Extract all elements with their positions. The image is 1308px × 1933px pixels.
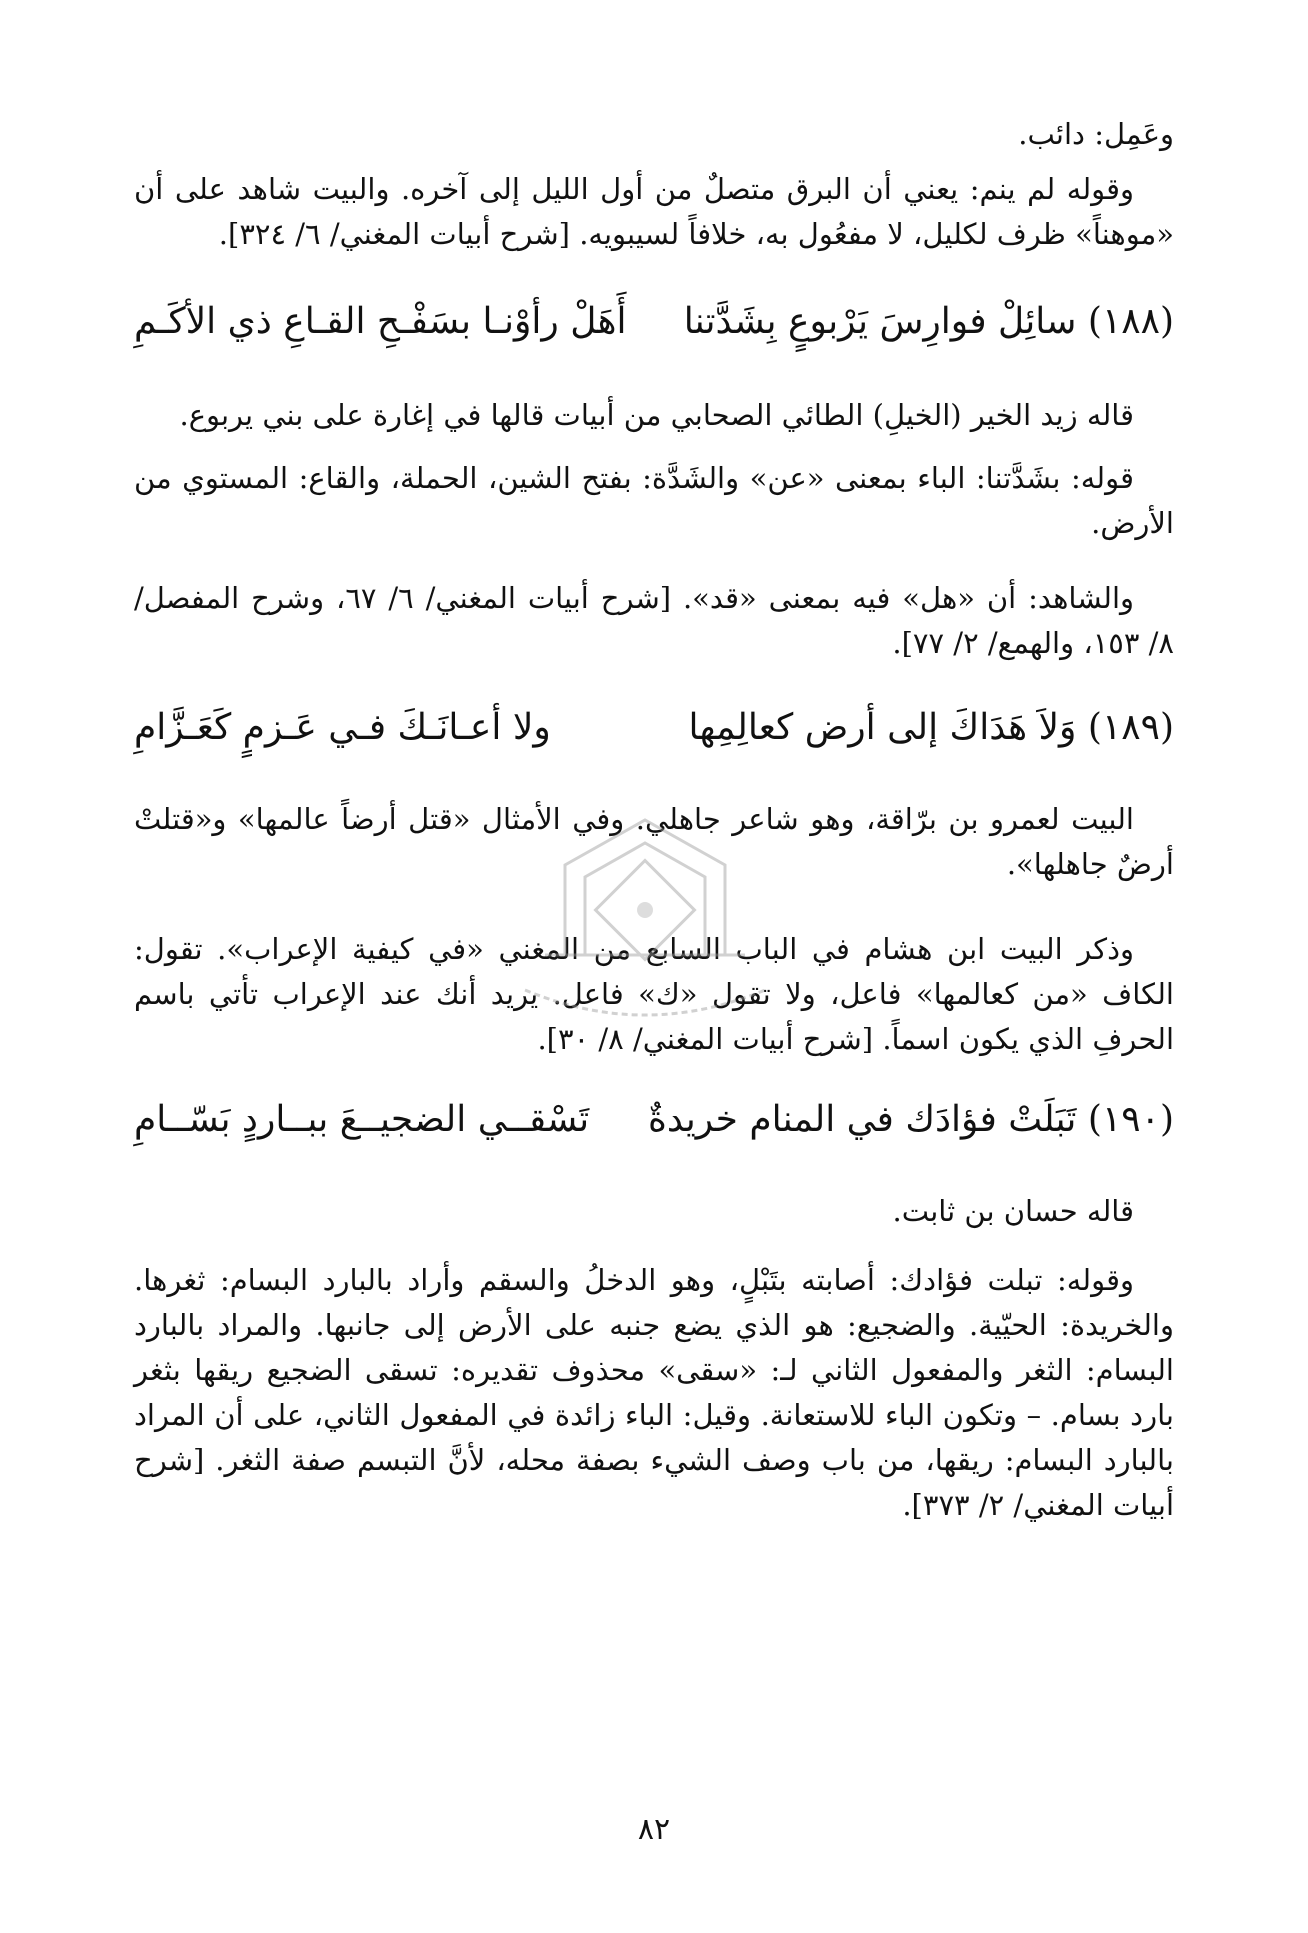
- paragraph-1: وعَمِل: دائب.: [1018, 117, 1174, 151]
- verse-188-hemistich-1: سائِلْ فوارِسَ يَرْبوعٍ بِشَدَّتنا: [683, 301, 1077, 342]
- verse-189-hemistich-2: ولا أعـانَـكَ فـي عَـزمٍ كَعَـزَّامِ: [134, 707, 551, 748]
- verse-189-hemistich-1: وَلاَ هَدَاكَ إلى أرض كعالِمِها: [688, 707, 1077, 748]
- verse-189-first-hemistich: [688, 702, 1174, 754]
- paragraph-7: وذكر البيت ابن هشام في الباب السابع من المغني «في كيفية الإعراب». تقول: الكاف «من كعالمها» فاعل، ولا تقول «ك» فاعل. يريد أنك عند الإعراب تأتي باسم الحرفِ الذي يكون اسماً. [شرح أبيات المغني/ ٨/ ٣٠].: [134, 932, 1174, 1056]
- verse-189-number: (١٨٩): [1087, 707, 1174, 748]
- paragraph-5: والشاهد: أن «هل» فيه بمعنى «قد». [شرح أبيات المغني/ ٦/ ٦٧، وشرح المفصل/ ٨/ ١٥٣، والهمع/ ٢/ ٧٧].: [134, 581, 1174, 660]
- paragraph-8: قاله حسان بن ثابت.: [892, 1194, 1134, 1228]
- verse-190-number: (١٩٠): [1087, 1099, 1174, 1140]
- paragraph-6: البيت لعمرو بن برّاقة، وهو شاعر جاهلي. وفي الأمثال «قتل أرضاً عالمها» و«قتلتْ أرضٌ جاهلها».: [134, 802, 1174, 881]
- paragraph-3: قاله زيد الخير (الخيلِ) الطائي الصحابي من أبيات قالها في إغارة على بني يربوع.: [179, 398, 1134, 432]
- paragraph-4: قوله: بشَدَّتنا: الباء بمعنى «عن» والشَدَّة: بفتح الشين، الحملة، والقاع: المستوي من الأرض.: [134, 461, 1174, 540]
- verse-190-hemistich-1: تَبَلَتْ فؤادَك في المنام خريدةٌ: [647, 1099, 1077, 1140]
- verse-190-first-hemistich: [648, 1094, 1174, 1146]
- verse-188-hemistich-2: أَهَلْ رأوْنـا بسَفْـحِ القـاعِ ذي الأكَـمِ: [134, 301, 627, 342]
- verse-190: [134, 1094, 1174, 1146]
- verse-188-first-hemistich: [684, 296, 1174, 348]
- verse-189: [134, 702, 1174, 754]
- verse-190-hemistich-2: تَسْقــي الضجيــعَ ببــاردٍ بَسّــامِ: [134, 1099, 590, 1140]
- page-number: ٨٢: [637, 1812, 671, 1847]
- paragraph-9: وقوله: تبلت فؤادك: أصابته بتَبْلٍ، وهو الدخلُ والسقم وأراد بالبارد البسام: ثغرها. والخريدة: الحيّية. والضجيع: هو الذي يضع جنبه على الأرض إلى جانبها. والمراد بالبارد البسام: الثغر والمفعول الثاني لـ: «سقى» محذوف تقديره: تسقى الضجيع ريقها بثغر بارد بسام. – وتكون الباء للاستعانة. وقيل: الباء زائدة في المفعول الثاني، على أن المراد بالبارد البسام: ريقها، من باب وصف الشيء بصفة محله، لأنَّ التبسم صفة الثغر. [شرح أبيات المغني/ ٢/ ٣٧٣].: [134, 1263, 1174, 1522]
- paragraph-2: وقوله لم ينم: يعني أن البرق متصلٌ من أول الليل إلى آخره. والبيت شاهد على أن «موهناً» ظرف لكليل، لا مفعُول به، خلافاً لسيبويه. [شرح أبيات المغني/ ٦/ ٣٢٤].: [134, 172, 1174, 251]
- verse-188-number: (١٨٨): [1087, 301, 1174, 342]
- verse-188: [134, 296, 1174, 348]
